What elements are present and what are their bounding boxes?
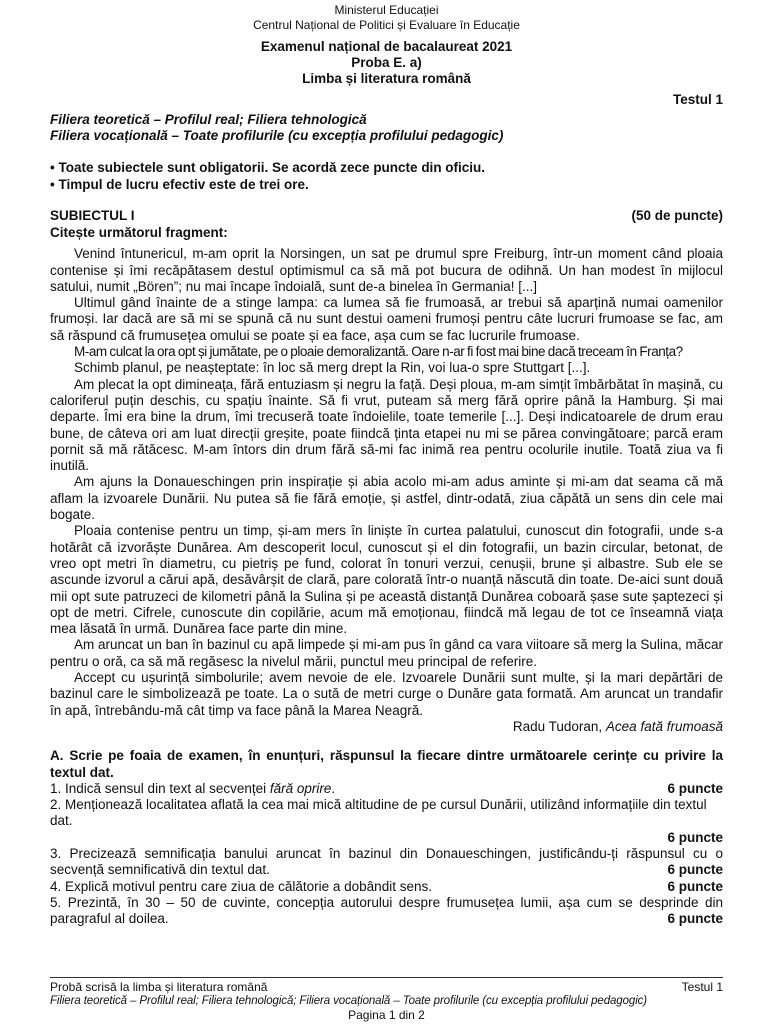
question-5-points: 6 puncte [667, 911, 723, 927]
exam-title: Examenul național de bacalaureat 2021 [260, 39, 513, 54]
proba-title: Proba E. a) [351, 55, 422, 70]
footer-filiera: Filiera teoretică – Profilul real; Filiera tehnologică; Filiera vocațională – Toate profilurile (cu excepția profilului pedagogic) [50, 995, 648, 1007]
footer-exam-label: Probă scrisă la limba și literatura română [50, 980, 268, 994]
question-4-points: 6 puncte [667, 878, 723, 894]
page-footer [50, 977, 723, 1022]
question-5-text: 5. Prezintă, în 30 – 50 de cuvinte, concepția autorului despre frumusețea lumii, așa cum se desprinde din paragraful al doilea. [50, 894, 723, 927]
text-paragraph: Am plecat la opt dimineața, fără entuziasm și negru la față. Deși ploua, m-am simțit îmbărbătat în mașină, cu caloriferul puțin deschis, cu spațiu înainte. Să fi vrut, puteam să merg fără oprire până la Hamburg. Și mai departe. Îmi era bine la drum, îmi trecuseră toate îndoielile, toate temerile [...]. Deși indicatoarele de drum erau bune, de câteva ori am luat direcții greșite, poate fiindcă ținta etapei nu mi se părea convingătoare; parcă eram pornit să mă rătăcesc. M-am întors din drum fără să-mi fac inimă rea pentru ocolurile inutile. Toată ziua va fi inutilă. [50, 376, 723, 474]
author-name: Radu Tudoran, [512, 718, 606, 734]
subject-title: Limba și literatura română [302, 71, 471, 86]
page-number: Pagina 1 din 2 [348, 1008, 425, 1022]
question-1-points: 6 puncte [667, 780, 723, 796]
rule-mandatory: • Toate subiectele sunt obligatorii. Se acordă zece puncte din oficiu. [50, 160, 486, 175]
test-number: Testul 1 [672, 92, 723, 107]
footer-top-row [50, 980, 723, 994]
text-paragraph: Am aruncat un ban în bazinul cu apă limpede și mi-am pus în gând ca vara viitoare să merg la Sulina, măcar pentru o oră, ca să mă regăsesc la nivelul mării, punctul meu principal de referire. [50, 637, 723, 669]
footer-test-label: Testul 1 [681, 980, 723, 994]
subject-heading [50, 208, 723, 224]
read-instruction: Citește următorul fragment: [50, 225, 228, 240]
question-4-text: 4. Explică motivul pentru care ziua de călătorie a dobândit sens. [50, 878, 432, 894]
question-1 [50, 781, 723, 797]
text-paragraph: Schimb planul, pe neașteptate: în loc să merg drept la Rin, voi lua-o spre Stuttgart [...]. [74, 360, 591, 376]
subject-points: (50 de puncte) [631, 208, 723, 223]
question-list [50, 781, 723, 928]
text-paragraph: Ploaia contenise pentru un timp, și-am mers în liniște în curtea palatului, cunoscut din fotografii, unde s-a hotărât că izvorăște Dunărea. Am descoperit locul, cunoscut și el din fotografii, un bazin circular, betonat, de vreo opt metri în diametru, cu pietriș pe fund, colorat în tonuri verzui, cenușii, brune și albastre. Sub ele se ascunde izvorul a cărui apă, desăvârșit de clară, pare colorată într-o nuanță născută din toate. De-aici sunt două mii opt sute patruzeci de kilometri până la Sulina și pe această distanță Dunărea coboară șase sute șaptezeci și opt de metri. Cifrele, cunoscute din copilărie, acum mă emoționau, fiindcă mă legau de tot ce înseamnă viața mea lăsată în urmă. Dunărea face parte din mine. [50, 523, 723, 637]
ministry-name: Ministerul Educației [334, 3, 439, 17]
quoted-sequence: fără oprire [269, 780, 332, 796]
text-paragraph: M-am culcat la ora opt și jumătate, pe o ploaie demoralizantă. Oare n-ar fi fost mai bine dacă treceam în Franța? [74, 344, 683, 360]
center-name: Centrul Național de Politici și Evaluare în Educație [253, 18, 520, 32]
fragment-text [50, 246, 723, 735]
text-paragraph: Am ajuns la Donaueschingen prin inspirație și abia acolo mi-am adus aminte și mi-am dat seama că mă aflam la izvoarele Dunării. Nu putea să fie fără emoție, și astfel, dintr-odată, ziua căpătă un sens din cele mai bogate. [50, 474, 723, 523]
subject-title-label: SUBIECTUL I [50, 208, 135, 223]
question-3-text: 3. Precizează semnificația banului aruncat în bazinul din Donaueschingen, justificându-ți răspunsul cu o secvență semnificativă din textul dat. [50, 845, 723, 878]
question-1-text: 1. Indică sensul din text al secvenței fără oprire. [50, 780, 336, 796]
filiera-line-1: Filiera teoretică – Profilul real; Filiera tehnologică [50, 112, 367, 127]
work-title: Acea fată frumoasă [605, 718, 723, 734]
exam-page [50, 0, 723, 927]
question-2-points: 6 puncte [667, 829, 723, 845]
section-a-intro: A. Scrie pe foaia de examen, în enunțuri, răspunsul la fiecare dintre următoarele cerințe cu privire la textul dat. [50, 748, 723, 780]
filiera-line-2: Filiera vocațională – Toate profilurile (cu excepția profilului pedagogic) [50, 128, 504, 143]
text-paragraph: Venind întunericul, m-am oprit la Norsingen, un sat pe drumul spre Freiburg, într-un moment când ploaia contenise și îmi recăpătasem destul optimismul ca să mă pot bucura de odihnă. Un han modest în mijlocul satului, numit „Bören”; nu mai încape îndoială, sunt de-a binelea în Germania! [...] [50, 246, 723, 294]
text-source [50, 719, 723, 735]
question-2-text: 2. Menționează localitatea aflată la cea mai mică altitudine de pe cursul Dunării, utilizând informațiile din textul dat. [50, 797, 707, 829]
question-4 [50, 879, 723, 895]
text-paragraph: Ultimul gând înainte de a stinge lampa: ca lumea să fie frumoasă, ar trebui să aparțină numai oamenilor frumoși. Iar dacă are să mi se spună că nu sunt destui oameni frumoși pentru câte lucruri frumoase se fac, am să răspund că frumusețea omului se poate și ea face, așa cum se fac lucrurile frumoase. [50, 295, 723, 343]
rule-time: • Timpul de lucru efectiv este de trei ore. [50, 177, 309, 192]
text-paragraph: Accept cu ușurință simbolurile; avem nevoie de ele. Izvoarele Dunării sunt multe, și la mari depărtări de bazinul care le simbolizează pe toate. La o sută de metri curge o Dunăre gata formată. Am aruncat un trandafir în apă, întrebându-mă cât timp va face până la Marea Neagră. [50, 670, 723, 718]
question-3-points: 6 puncte [667, 862, 723, 878]
